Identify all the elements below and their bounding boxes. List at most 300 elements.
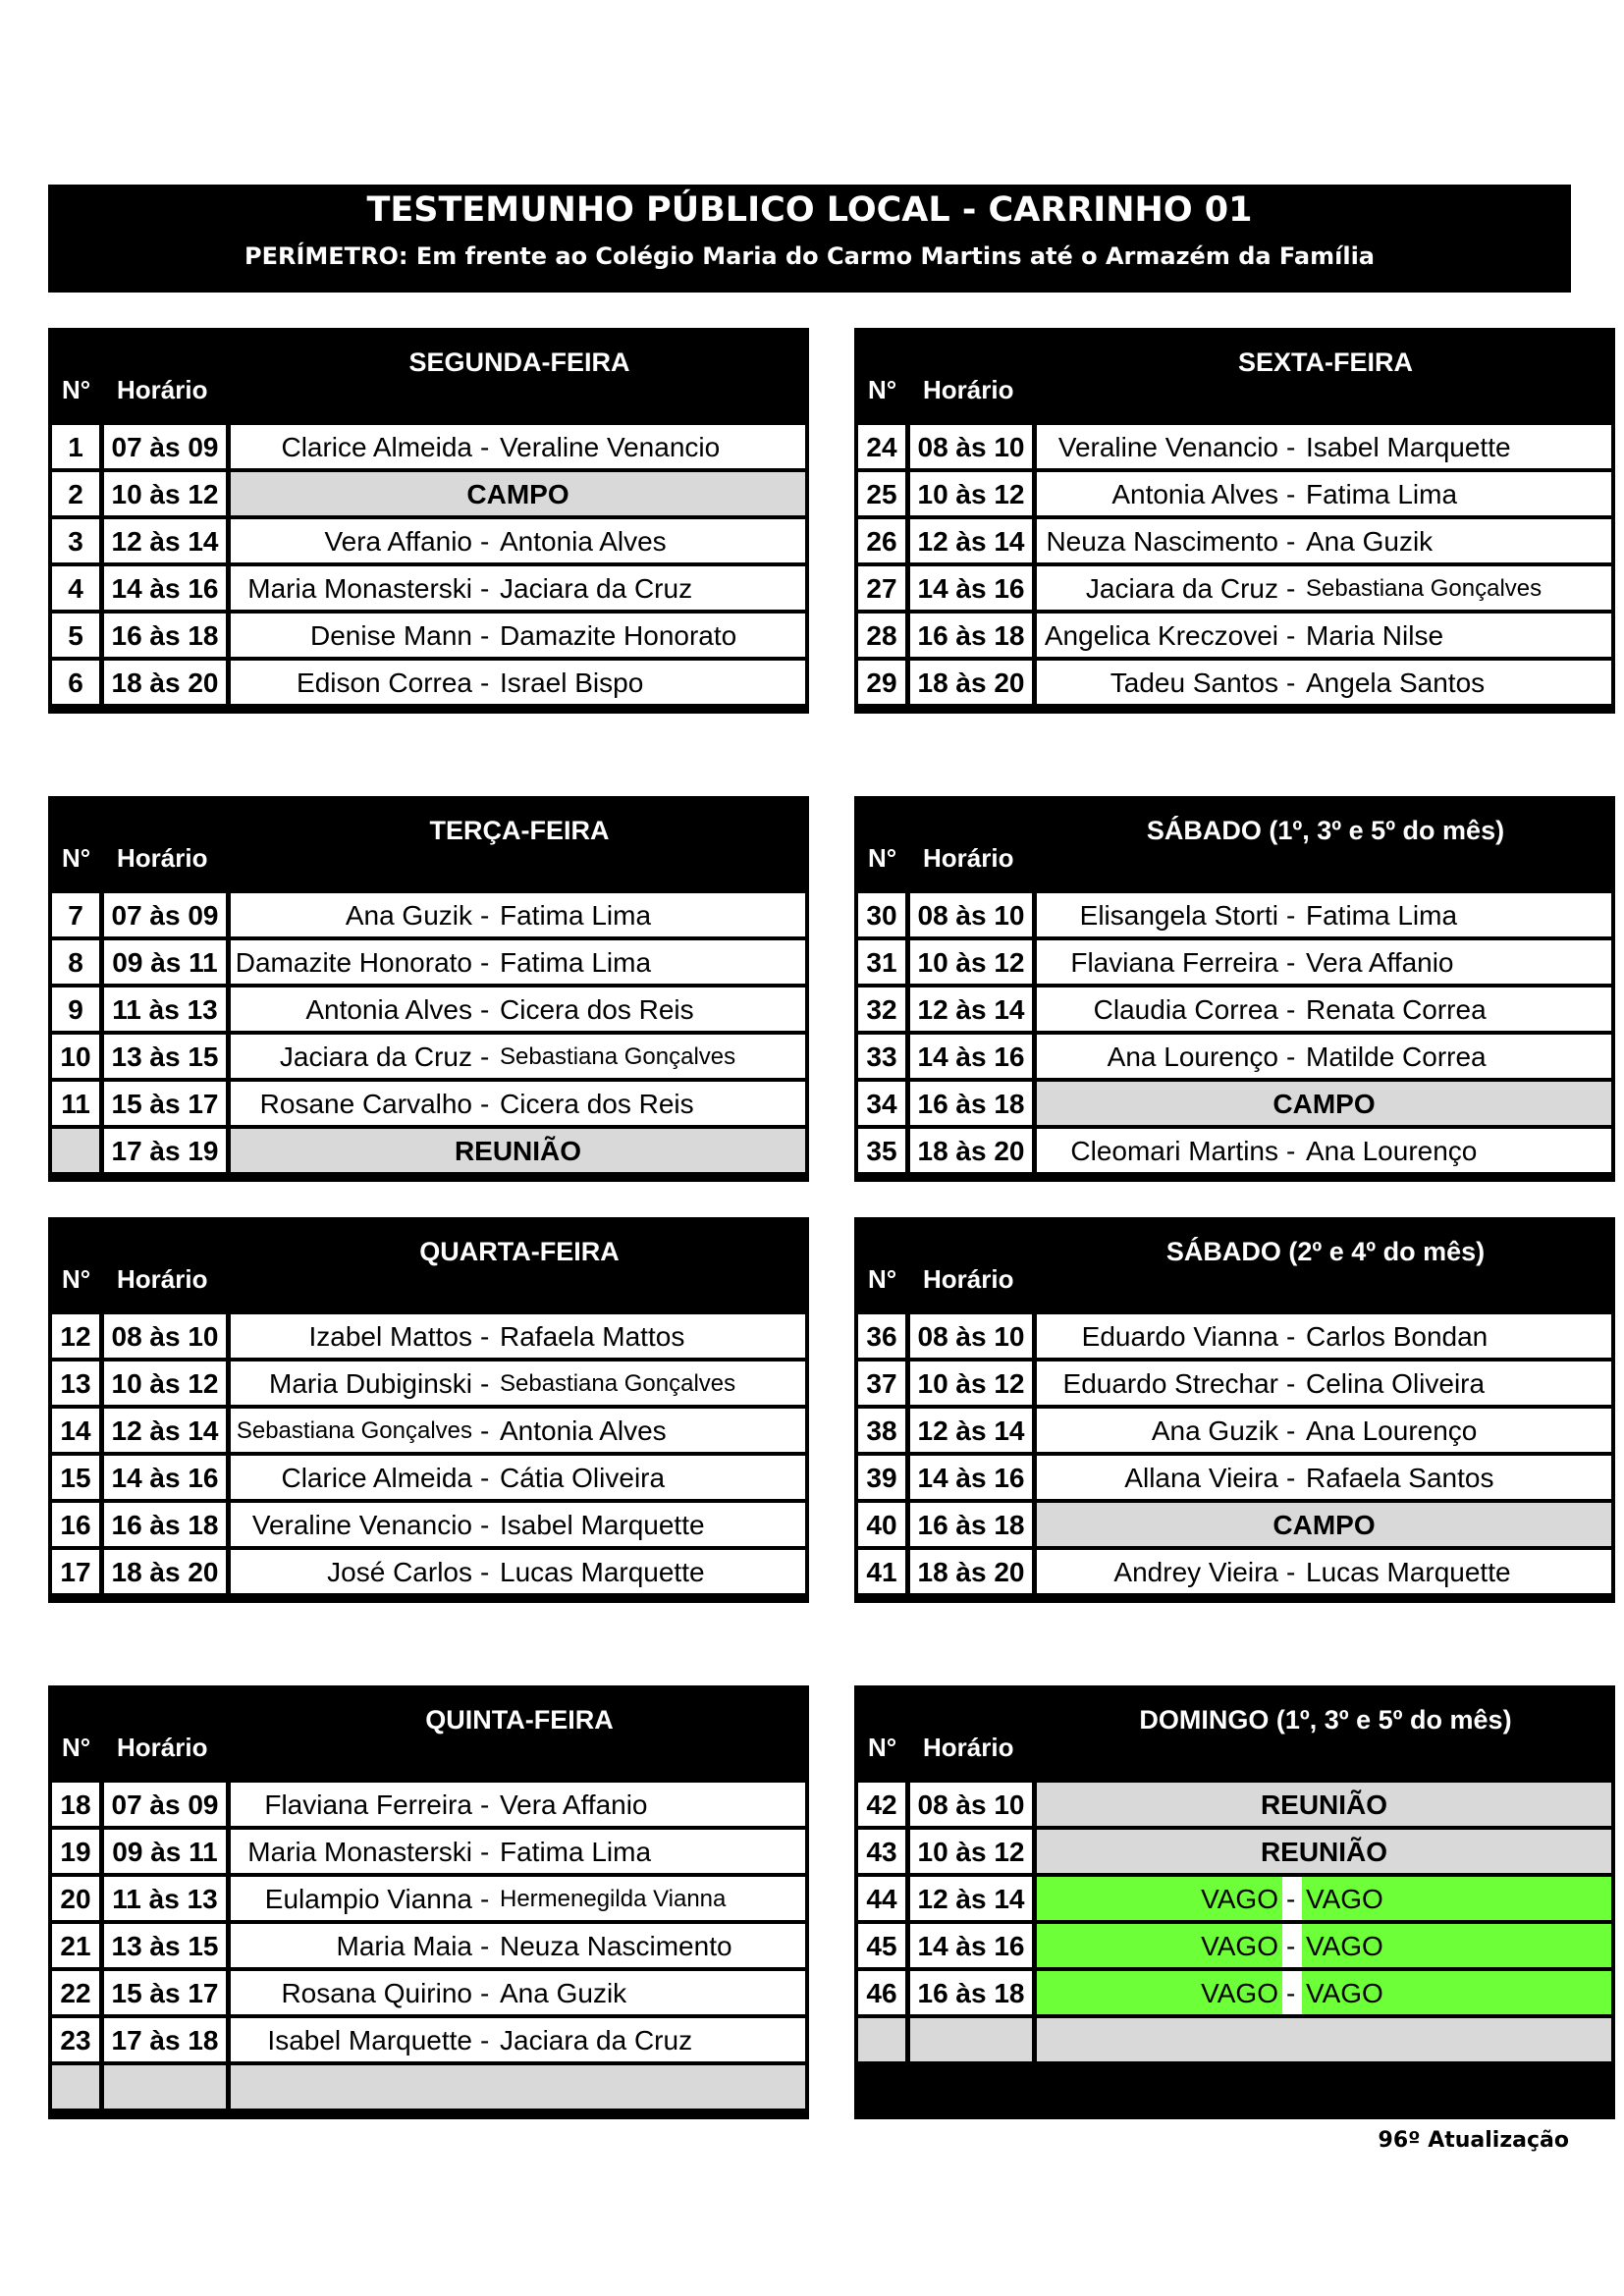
volunteer-name-1: Antonia Alves [305, 994, 472, 1025]
row-number: 11 [52, 1082, 99, 1125]
empty-cell [231, 2065, 805, 2109]
volunteer-pair [1037, 1877, 1611, 1920]
row-number: 45 [858, 1924, 905, 1967]
volunteer-name-1: Izabel Mattos [308, 1321, 472, 1352]
schedule-header [48, 328, 809, 421]
table-row [52, 661, 805, 704]
table-row [858, 1409, 1611, 1452]
table-row [858, 1550, 1611, 1593]
volunteer-name-1: Isabel Marquette [267, 2025, 472, 2056]
day-name: SÁBADO (2º e 4º do mês) [1165, 1237, 1486, 1266]
special-label: CAMPO [231, 472, 805, 515]
table-row [52, 1456, 805, 1499]
separator: - [480, 1931, 490, 1961]
table-row [52, 940, 805, 984]
volunteer-name-1: Veraline Venancio [251, 1510, 472, 1540]
special-label: REUNIÃO [231, 1129, 805, 1172]
table-row [52, 2065, 805, 2109]
volunteer-name-1: VAGO [1201, 1978, 1278, 2008]
separator: - [1286, 900, 1296, 931]
special-label: REUNIÃO [1037, 1783, 1611, 1826]
table-row [858, 1830, 1611, 1873]
row-number: 27 [858, 566, 905, 610]
row-time: 10 às 12 [104, 472, 226, 515]
table-row [52, 1082, 805, 1125]
row-number: 38 [858, 1409, 905, 1452]
volunteer-name-1: VAGO [1201, 1884, 1278, 1914]
table-row [858, 2018, 1611, 2061]
row-time: 12 às 14 [910, 519, 1032, 562]
volunteer-name-2: Jaciara da Cruz [500, 2025, 693, 2056]
row-number: 37 [858, 1362, 905, 1405]
table-row [858, 1129, 1611, 1172]
table-row [52, 1314, 805, 1358]
row-time: 18 às 20 [910, 661, 1032, 704]
row-time: 16 às 18 [910, 614, 1032, 657]
volunteer-pair [231, 1924, 805, 1967]
volunteer-name-2: Damazite Honorato [500, 620, 737, 651]
volunteer-name-1: Damazite Honorato [235, 947, 472, 978]
volunteer-pair [231, 1550, 805, 1593]
volunteer-name-1: Clarice Almeida [281, 1463, 472, 1493]
row-time: 18 às 20 [910, 1129, 1032, 1172]
page-subtitle: PERÍMETRO: Em frente ao Colégio Maria do Carmo Martins até o Armazém da Família [244, 242, 1375, 270]
row-time: 16 às 18 [104, 1503, 226, 1546]
volunteer-pair [1037, 1035, 1611, 1078]
special-label: REUNIÃO [1037, 1830, 1611, 1873]
separator: - [480, 526, 490, 557]
row-time: 14 às 16 [910, 1924, 1032, 1967]
table-row [52, 1362, 805, 1405]
table-row [52, 472, 805, 515]
volunteer-name-2: Fatima Lima [1306, 900, 1458, 931]
volunteer-pair [1037, 1924, 1611, 1967]
row-time: 08 às 10 [910, 1783, 1032, 1826]
volunteer-name-2: Antonia Alves [500, 1415, 667, 1446]
volunteer-name-2: Hermenegilda Vianna [500, 1886, 727, 1912]
row-time: 17 às 18 [104, 2018, 226, 2061]
table-row [52, 1035, 805, 1078]
volunteer-pair [231, 2018, 805, 2061]
table-row [858, 566, 1611, 610]
row-time: 12 às 14 [104, 519, 226, 562]
row-number: 31 [858, 940, 905, 984]
separator: - [480, 573, 490, 604]
volunteer-pair [1037, 940, 1611, 984]
row-number: 12 [52, 1314, 99, 1358]
table-row [858, 1456, 1611, 1499]
row-number [858, 2018, 905, 2061]
update-note: 96º Atualização [1378, 2128, 1569, 2153]
volunteer-name-2: Lucas Marquette [1306, 1557, 1511, 1587]
volunteer-name-2: Ana Guzik [500, 1978, 627, 2008]
volunteer-name-2: Fatima Lima [500, 900, 652, 931]
volunteer-name-2: Cátia Oliveira [500, 1463, 666, 1493]
schedule-header [48, 796, 809, 889]
volunteer-name-1: Elisangela Storti [1079, 900, 1278, 931]
row-number: 28 [858, 614, 905, 657]
volunteer-name-1: Maria Maia [336, 1931, 472, 1961]
separator: - [480, 2025, 490, 2056]
separator: - [1286, 994, 1296, 1025]
volunteer-name-1: Flaviana Ferreira [1070, 947, 1278, 978]
volunteer-name-2: Maria Nilse [1306, 620, 1444, 651]
table-row [858, 1082, 1611, 1125]
volunteer-name-1: Ana Guzik [345, 900, 472, 931]
volunteer-name-1: Flaviana Ferreira [264, 1789, 472, 1820]
volunteer-name-2: Isabel Marquette [1306, 432, 1511, 462]
row-number: 18 [52, 1783, 99, 1826]
day-name: QUINTA-FEIRA [425, 1705, 614, 1735]
day-name: QUARTA-FEIRA [419, 1237, 620, 1266]
row-time: 14 às 16 [910, 1035, 1032, 1078]
col-num-header: N° [62, 375, 91, 404]
volunteer-name-1: Antonia Alves [1111, 479, 1278, 509]
col-horario-header: Horário [923, 1733, 1014, 1762]
schedule-header [854, 1685, 1615, 1779]
row-time: 10 às 12 [910, 472, 1032, 515]
row-number: 1 [52, 425, 99, 468]
volunteer-name-1: Eulampio Vianna [264, 1884, 472, 1914]
row-number: 21 [52, 1924, 99, 1967]
table-row [858, 1362, 1611, 1405]
schedule-header [854, 328, 1615, 421]
volunteer-name-1: Neuza Nascimento [1046, 526, 1278, 557]
row-time: 16 às 18 [910, 1503, 1032, 1546]
separator: - [1286, 947, 1296, 978]
day-name: SEGUNDA-FEIRA [408, 347, 630, 377]
separator: - [1286, 526, 1296, 557]
volunteer-name-2: Antonia Alves [500, 526, 667, 557]
row-number: 43 [858, 1830, 905, 1873]
table-row [52, 1924, 805, 1967]
volunteer-pair [231, 1082, 805, 1125]
volunteer-pair [1037, 1409, 1611, 1452]
volunteer-name-1: Veraline Venancio [1057, 432, 1278, 462]
col-num-header: N° [868, 843, 897, 873]
volunteer-pair [1037, 1362, 1611, 1405]
table-row [52, 893, 805, 936]
row-time: 13 às 15 [104, 1924, 226, 1967]
volunteer-name-2: Carlos Bondan [1306, 1321, 1489, 1352]
volunteer-name-2: Rafaela Mattos [500, 1321, 685, 1352]
volunteer-pair [231, 1830, 805, 1873]
col-num-header: N° [62, 1733, 91, 1762]
col-num-header: N° [868, 1264, 897, 1294]
volunteer-name-2: Ana Lourenço [1306, 1415, 1478, 1446]
row-number: 33 [858, 1035, 905, 1078]
volunteer-pair [231, 1035, 805, 1078]
table-row [858, 1314, 1611, 1358]
row-number: 36 [858, 1314, 905, 1358]
row-number: 8 [52, 940, 99, 984]
col-horario-header: Horário [117, 375, 208, 404]
volunteer-name-2: Veraline Venancio [500, 432, 721, 462]
separator: - [1286, 1557, 1296, 1587]
day-name: TERÇA-FEIRA [429, 816, 610, 845]
row-number: 2 [52, 472, 99, 515]
table-row [52, 1783, 805, 1826]
row-time: 12 às 14 [104, 1409, 226, 1452]
volunteer-name-2: Fatima Lima [1306, 479, 1458, 509]
separator: - [1286, 479, 1296, 509]
volunteer-pair [1037, 1129, 1611, 1172]
volunteer-name-1: Andrey Vieira [1113, 1557, 1278, 1587]
separator: - [480, 1321, 490, 1352]
row-time: 11 às 13 [104, 1877, 226, 1920]
volunteer-name-1: Ana Guzik [1151, 1415, 1278, 1446]
row-number: 22 [52, 1971, 99, 2014]
volunteer-name-2: Neuza Nascimento [500, 1931, 732, 1961]
separator: - [480, 1884, 490, 1914]
row-time: 09 às 11 [104, 1830, 226, 1873]
row-time: 08 às 10 [910, 1314, 1032, 1358]
table-row [858, 661, 1611, 704]
volunteer-name-2: Vera Affanio [500, 1789, 648, 1820]
volunteer-pair [1037, 1314, 1611, 1358]
schedule-block-quarta [48, 1217, 809, 1603]
separator: - [1286, 1415, 1296, 1446]
volunteer-pair [231, 1314, 805, 1358]
volunteer-name-1: Cleomari Martins [1070, 1136, 1278, 1166]
volunteer-pair [1037, 472, 1611, 515]
separator: - [480, 1368, 490, 1399]
table-row [52, 2018, 805, 2061]
volunteer-pair [231, 1971, 805, 2014]
volunteer-name-1: Clarice Almeida [281, 432, 472, 462]
table-row [52, 1971, 805, 2014]
schedule-block-sexta [854, 328, 1615, 714]
table-row [858, 940, 1611, 984]
col-num-header: N° [868, 375, 897, 404]
volunteer-pair [231, 1456, 805, 1499]
separator: - [480, 1463, 490, 1493]
schedule-header [48, 1217, 809, 1310]
table-row [858, 893, 1611, 936]
volunteer-name-2: Cicera dos Reis [500, 994, 694, 1025]
volunteer-name-1: Eduardo Strechar [1062, 1368, 1278, 1399]
volunteer-pair [1037, 1971, 1611, 2014]
volunteer-name-1: Rosana Quirino [281, 1978, 472, 2008]
volunteer-name-1: Ana Lourenço [1107, 1041, 1278, 1072]
volunteer-name-2: VAGO [1306, 1931, 1383, 1961]
separator: - [480, 1978, 490, 2008]
volunteer-name-2: Sebastiana Gonçalves [500, 1370, 736, 1397]
separator: - [1286, 1368, 1296, 1399]
separator: - [480, 1041, 490, 1072]
volunteer-pair [1037, 1456, 1611, 1499]
volunteer-pair [231, 1783, 805, 1826]
row-number: 40 [858, 1503, 905, 1546]
row-time: 09 às 11 [104, 940, 226, 984]
col-num-header: N° [62, 1264, 91, 1294]
volunteer-name-1: Edison Correa [297, 667, 472, 698]
table-row [858, 425, 1611, 468]
row-time: 10 às 12 [910, 1362, 1032, 1405]
row-time: 18 às 20 [104, 1550, 226, 1593]
row-time: 15 às 17 [104, 1971, 226, 2014]
volunteer-pair [231, 940, 805, 984]
separator: - [1286, 1463, 1296, 1493]
schedule-block-domingo [854, 1685, 1615, 2119]
row-number: 6 [52, 661, 99, 704]
volunteer-name-2: Ana Guzik [1306, 526, 1434, 557]
row-number: 10 [52, 1035, 99, 1078]
row-time: 15 às 17 [104, 1082, 226, 1125]
volunteer-name-1: Allana Vieira [1124, 1463, 1278, 1493]
volunteer-name-1: Tadeu Santos [1110, 667, 1278, 698]
table-row [858, 1783, 1611, 1826]
row-number: 32 [858, 988, 905, 1031]
volunteer-pair [1037, 893, 1611, 936]
table-row [858, 1971, 1611, 2014]
table-row [52, 1877, 805, 1920]
day-name: DOMINGO (1º, 3º e 5º do mês) [1139, 1705, 1512, 1735]
row-number: 44 [858, 1877, 905, 1920]
row-number: 4 [52, 566, 99, 610]
separator: - [480, 1557, 490, 1587]
col-num-header: N° [868, 1733, 897, 1762]
volunteer-name-2: Sebastiana Gonçalves [500, 1043, 736, 1070]
volunteer-name-2: Celina Oliveira [1306, 1368, 1486, 1399]
volunteer-name-1: Denise Mann [310, 620, 472, 651]
table-row [858, 614, 1611, 657]
row-time: 18 às 20 [104, 661, 226, 704]
table-row [52, 1409, 805, 1452]
volunteer-pair [231, 661, 805, 704]
row-number: 25 [858, 472, 905, 515]
volunteer-name-2: Renata Correa [1306, 994, 1487, 1025]
table-row [858, 1035, 1611, 1078]
table-row [52, 988, 805, 1031]
separator: - [480, 1510, 490, 1540]
table-row [52, 425, 805, 468]
row-number: 42 [858, 1783, 905, 1826]
table-row [858, 988, 1611, 1031]
row-number: 13 [52, 1362, 99, 1405]
separator: - [480, 900, 490, 931]
volunteer-name-1: Jaciara da Cruz [1085, 573, 1278, 604]
row-number: 30 [858, 893, 905, 936]
volunteer-pair [1037, 519, 1611, 562]
row-time: 07 às 09 [104, 1783, 226, 1826]
row-number: 9 [52, 988, 99, 1031]
table-row [858, 1877, 1611, 1920]
row-number: 7 [52, 893, 99, 936]
volunteer-pair [1037, 425, 1611, 468]
separator: - [480, 947, 490, 978]
col-horario-header: Horário [117, 843, 208, 873]
row-time: 12 às 14 [910, 988, 1032, 1031]
row-time: 10 às 12 [104, 1362, 226, 1405]
row-time: 14 às 16 [910, 1456, 1032, 1499]
row-number: 17 [52, 1550, 99, 1593]
separator: - [480, 994, 490, 1025]
row-number: 14 [52, 1409, 99, 1452]
row-time: 08 às 10 [104, 1314, 226, 1358]
table-row [52, 1550, 805, 1593]
separator: - [480, 1089, 490, 1119]
volunteer-pair [231, 1877, 805, 1920]
day-name: SEXTA-FEIRA [1237, 347, 1413, 377]
volunteer-name-1: Eduardo Vianna [1081, 1321, 1278, 1352]
volunteer-pair [231, 425, 805, 468]
row-number: 24 [858, 425, 905, 468]
schedule-header [854, 796, 1615, 889]
page-title: TESTEMUNHO PÚBLICO LOCAL - CARRINHO 01 [366, 190, 1253, 230]
separator: - [1286, 620, 1296, 651]
volunteer-name-2: Fatima Lima [500, 947, 652, 978]
separator: - [480, 620, 490, 651]
title-banner [48, 185, 1571, 293]
volunteer-pair [1037, 566, 1611, 610]
volunteer-name-1: Maria Monasterski [247, 1837, 472, 1867]
volunteer-name-1: Maria Dubiginski [269, 1368, 472, 1399]
separator: - [480, 1789, 490, 1820]
separator: - [480, 432, 490, 462]
row-number: 15 [52, 1456, 99, 1499]
row-number: 16 [52, 1503, 99, 1546]
table-row [52, 614, 805, 657]
volunteer-name-2: Isabel Marquette [500, 1510, 705, 1540]
separator: - [480, 667, 490, 698]
schedule-block-terca [48, 796, 809, 1182]
volunteer-name-1: Vera Affanio [324, 526, 472, 557]
volunteer-pair [1037, 988, 1611, 1031]
separator: - [1286, 1136, 1296, 1166]
volunteer-pair [231, 1362, 805, 1405]
separator: - [1286, 573, 1296, 604]
row-time: 17 às 19 [104, 1129, 226, 1172]
row-time: 08 às 10 [910, 893, 1032, 936]
volunteer-name-2: Vera Affanio [1306, 947, 1454, 978]
volunteer-name-2: Israel Bispo [500, 667, 644, 698]
row-number [52, 2065, 99, 2109]
table-row [858, 519, 1611, 562]
col-horario-header: Horário [117, 1264, 208, 1294]
volunteer-name-2: Ana Lourenço [1306, 1136, 1478, 1166]
volunteer-name-1: Sebastiana Gonçalves [236, 1417, 472, 1444]
row-number: 39 [858, 1456, 905, 1499]
volunteer-pair [231, 566, 805, 610]
row-time: 10 às 12 [910, 940, 1032, 984]
separator: - [1286, 667, 1296, 698]
separator: - [1286, 1041, 1296, 1072]
empty-cell [1037, 2018, 1611, 2061]
row-number: 26 [858, 519, 905, 562]
col-horario-header: Horário [923, 375, 1014, 404]
table-row [858, 1924, 1611, 1967]
volunteer-name-1: Rosane Carvalho [259, 1089, 472, 1119]
volunteer-pair [231, 893, 805, 936]
separator: - [1286, 1978, 1296, 2008]
volunteer-name-2: Matilde Correa [1306, 1041, 1487, 1072]
schedule-block-sabado-135 [854, 796, 1615, 1182]
table-row [52, 519, 805, 562]
volunteer-name-1: VAGO [1201, 1931, 1278, 1961]
row-number: 41 [858, 1550, 905, 1593]
row-time: 18 às 20 [910, 1550, 1032, 1593]
volunteer-pair [231, 614, 805, 657]
col-horario-header: Horário [923, 843, 1014, 873]
volunteer-name-1: Maria Monasterski [247, 573, 472, 604]
volunteer-pair [1037, 661, 1611, 704]
table-row [52, 1503, 805, 1546]
row-time: 14 às 16 [104, 1456, 226, 1499]
volunteer-pair [1037, 614, 1611, 657]
schedule-block-sabado-24 [854, 1217, 1615, 1603]
volunteer-name-1: José Carlos [327, 1557, 472, 1587]
